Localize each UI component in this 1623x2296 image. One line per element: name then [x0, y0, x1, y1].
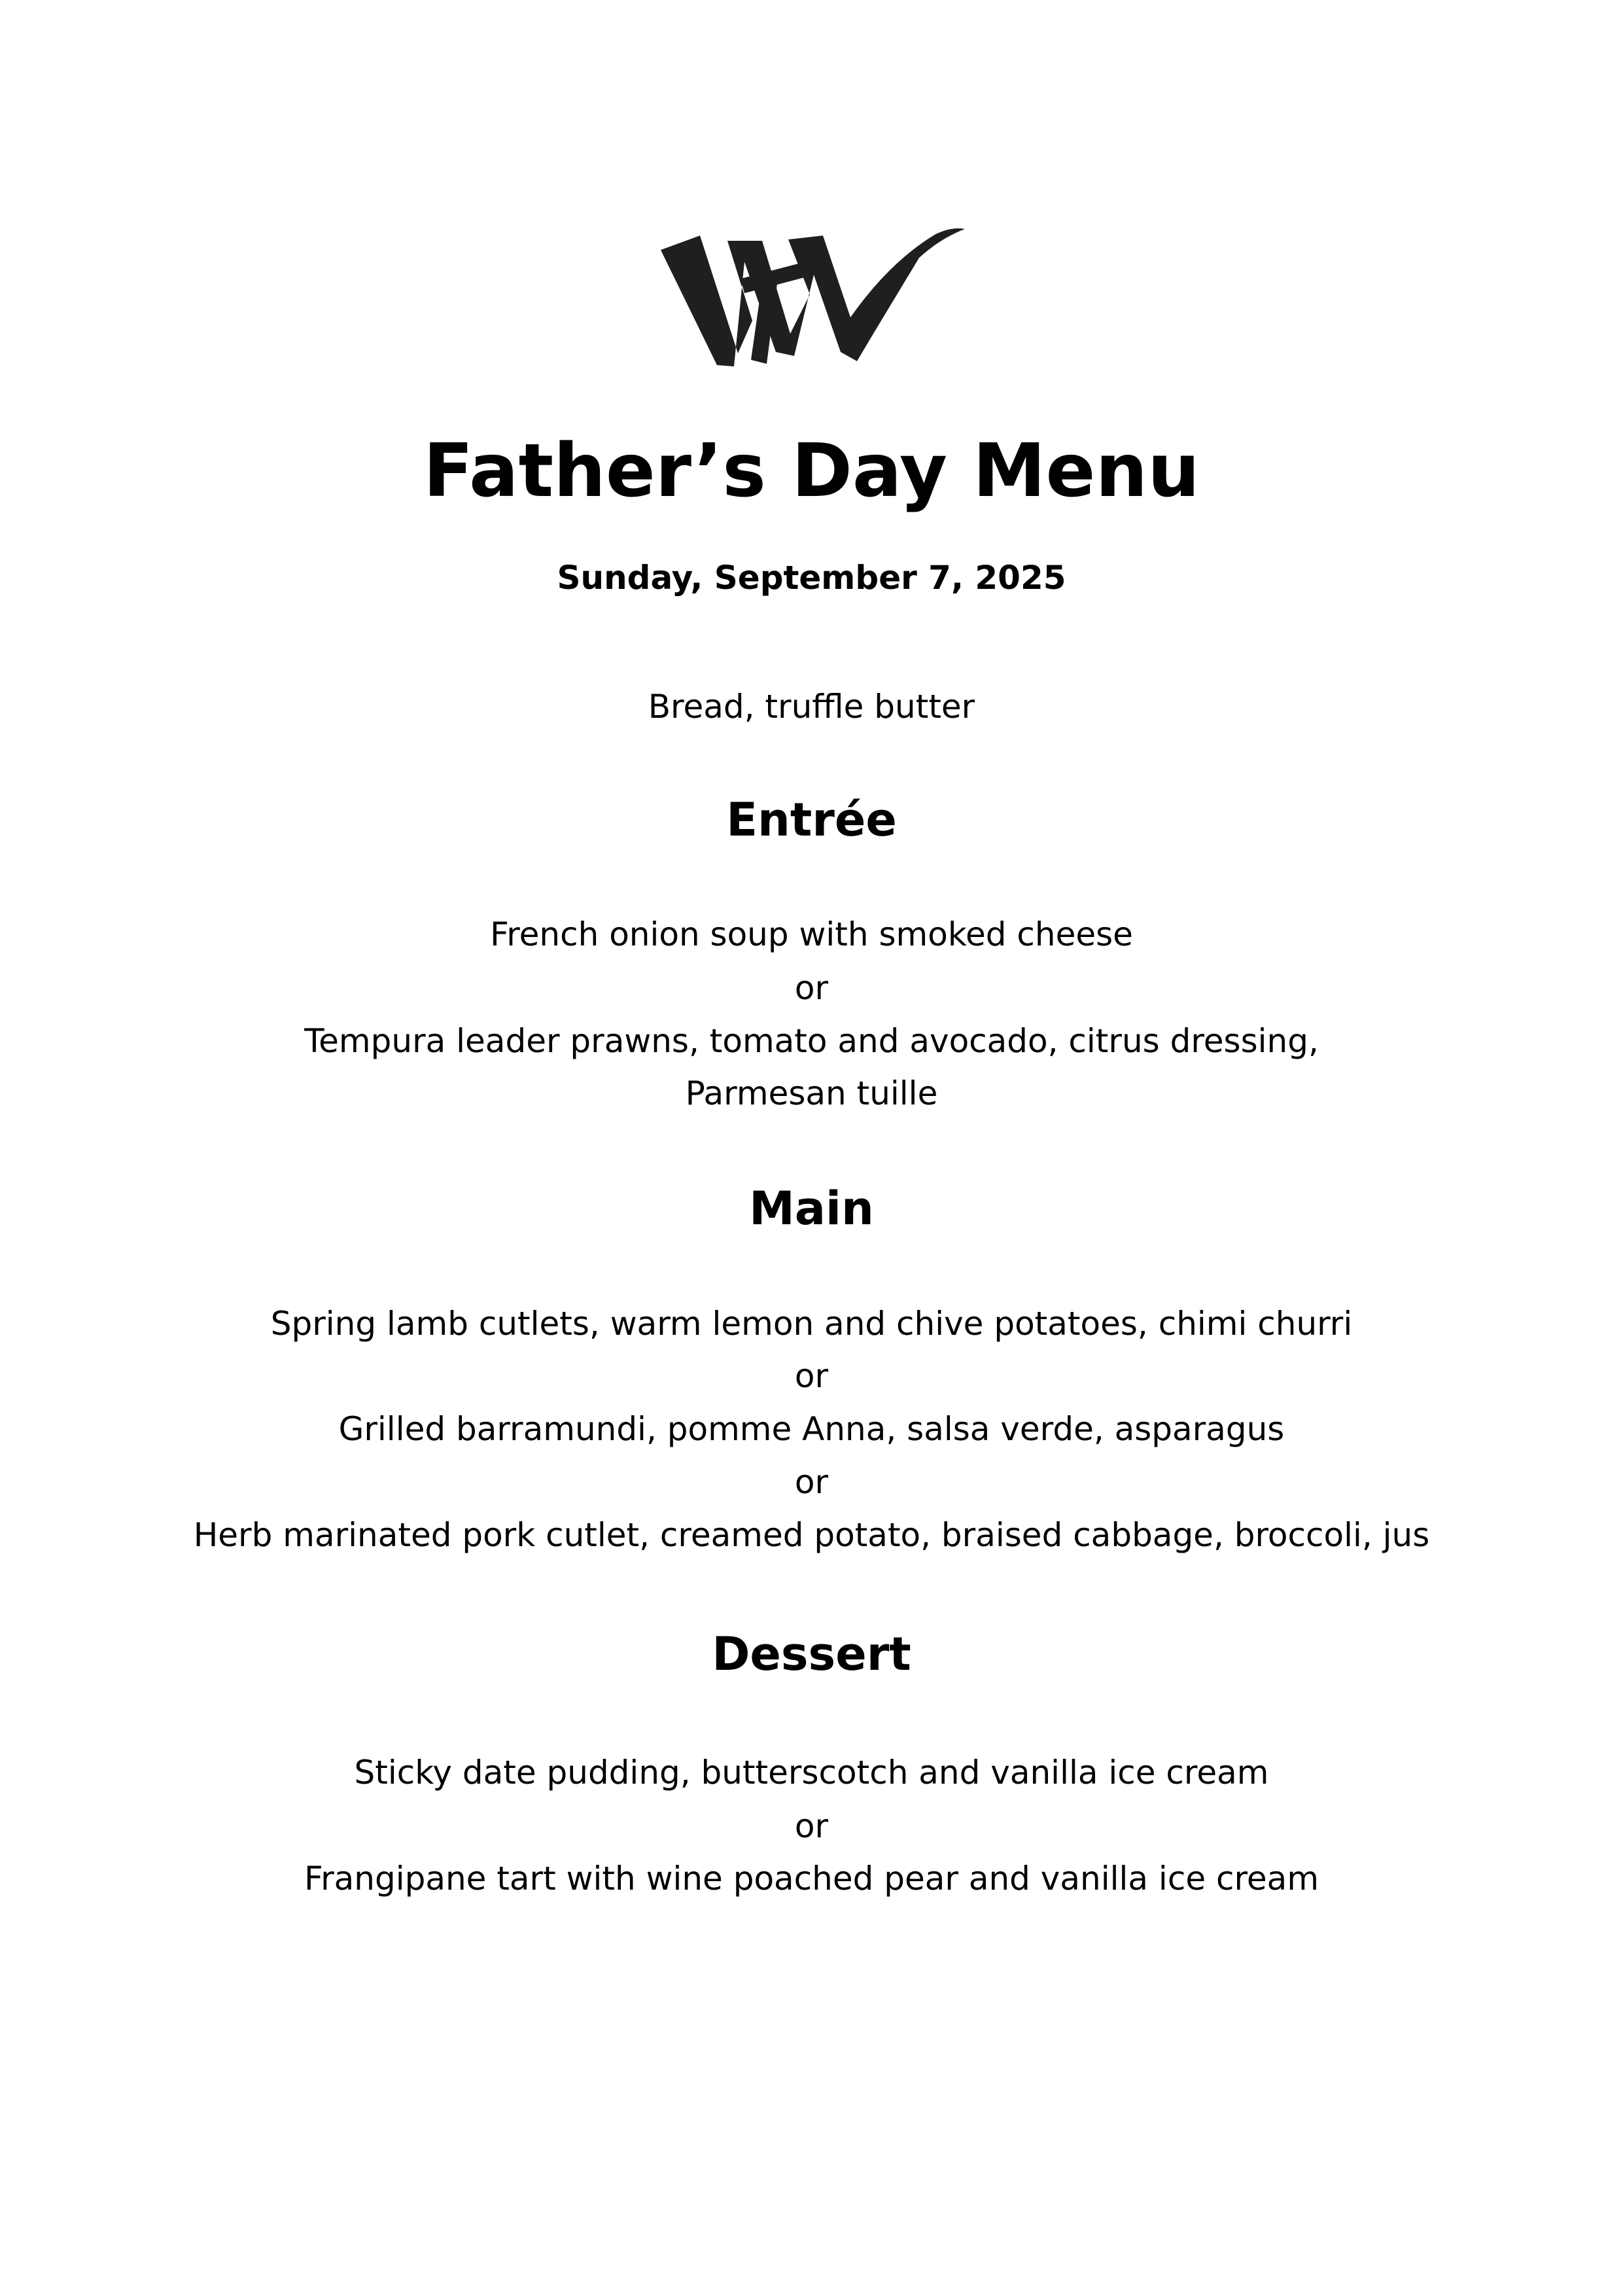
- dessert-or-1: or: [794, 1807, 829, 1845]
- section-heading-dessert: Dessert: [712, 1627, 911, 1681]
- dessert-item-2: Frangipane tart with wine poached pear and vanilla ice cream: [304, 1860, 1319, 1898]
- section-heading-main: Main: [749, 1182, 874, 1235]
- main-item-3: Herb marinated pork cutlet, creamed potato, braised cabbage, broccoli, jus: [193, 1516, 1430, 1554]
- menu-title: Father’s Day Menu: [423, 429, 1200, 514]
- main-or-1: or: [794, 1357, 829, 1395]
- main-or-2: or: [794, 1463, 829, 1501]
- section-heading-entree: Entrée: [726, 793, 897, 847]
- entree-or-1: or: [794, 969, 829, 1007]
- bread-item: Bread, truffle butter: [648, 688, 975, 726]
- dessert-item-1: Sticky date pudding, butterscotch and vanilla ice cream: [354, 1754, 1269, 1792]
- main-item-1: Spring lamb cutlets, warm lemon and chive potatoes, chimi churri: [270, 1305, 1353, 1343]
- entree-item-2-line-2: Parmesan tuille: [685, 1074, 938, 1112]
- entree-item-2-line-1: Tempura leader prawns, tomato and avocado, citrus dressing,: [304, 1022, 1319, 1060]
- menu-date: Sunday, September 7, 2025: [557, 559, 1066, 597]
- main-item-2: Grilled barramundi, pomme Anna, salsa verde, asparagus: [338, 1410, 1285, 1448]
- entree-item-1: French onion soup with smoked cheese: [490, 915, 1133, 953]
- monogram-logo-icon: [654, 216, 968, 373]
